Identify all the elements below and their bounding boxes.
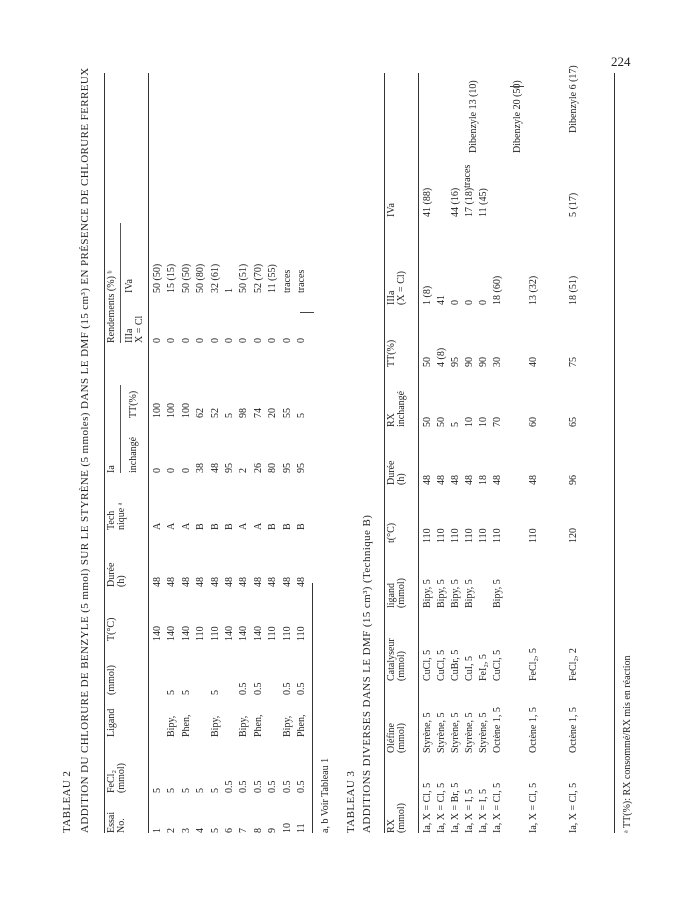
table2-header-rule — [148, 73, 149, 833]
t2-cell-iva: traces — [281, 269, 293, 293]
t3-cell-tt: 50 — [422, 357, 433, 367]
t2-cell-ia-inchange: 48 — [209, 463, 221, 473]
t2-cell-technique: A — [152, 522, 163, 530]
t2-cell-ligand: Bipy, — [209, 715, 221, 737]
t3-cell-rx: Ia, X = Cl, 5 — [528, 782, 539, 833]
t3-cell-tt: 40 — [528, 357, 539, 367]
t2-cell-tt: 100 — [166, 403, 178, 418]
t3-cell-rx: Ia, X = Cl, 5 — [436, 782, 447, 833]
page-number: 224 — [611, 54, 631, 69]
t2-cell-iva: 11 (55) — [267, 264, 279, 293]
t2-cell-tt: 52 — [209, 408, 221, 418]
t3-cell-duree: 18 — [478, 475, 489, 485]
t3-cell-olefine: Styrène, 5 — [436, 712, 447, 753]
table2-label: TABLEAU 2 — [61, 770, 73, 833]
t3-cell-catalyseur: CuCl, 5 — [422, 649, 433, 681]
t2-cell-ligand-mmol: 0.5 — [281, 682, 293, 695]
t2-cell-essai: 4 — [195, 828, 207, 833]
t2-cell-temperature: 110 — [209, 626, 221, 641]
t2-header-no: No. — [116, 818, 127, 833]
t2-cell-ia-inchange: 26 — [252, 463, 264, 473]
t2-cell-fecl2: 0.5 — [296, 780, 307, 793]
t2-cell-essai: 11 — [296, 823, 307, 833]
t3-cell-rx-inchange: 5 — [450, 422, 461, 427]
t3-cell-catalyseur: CuI, 5 — [464, 656, 475, 681]
t2-cell-essai: 8 — [252, 828, 264, 833]
t2-cell-tt: 100 — [180, 403, 192, 418]
t2-cell-ligand-mmol: 5 — [166, 690, 178, 695]
table3-title: ADDITIONS DIVERSES DANS LE DMF (15 cm³) (Technique B) — [361, 514, 373, 833]
t2-cell-tt: 5 — [296, 413, 307, 418]
t2-cell-duree: 48 — [252, 577, 264, 587]
t2-cell-ia-inchange: 95 — [296, 463, 307, 473]
t3-cell-olefine: Styrène, 5 — [422, 712, 433, 753]
t2-cell-iiia: 0 — [224, 338, 235, 343]
t3-cell-duree: 48 — [528, 475, 539, 485]
t2-cell-essai: 1 — [152, 828, 163, 833]
t3-header-duree-unit: (h) — [396, 473, 407, 485]
t3-cell-temperature: 110 — [464, 528, 475, 543]
t2-cell-ligand: Bipy, — [166, 715, 178, 737]
t2-cell-iva: 50 (51) — [238, 263, 250, 293]
t2-cell-duree: 48 — [296, 577, 307, 587]
t2-header-mmol: (mmol) — [106, 665, 117, 695]
t2-cell-temperature: 140 — [166, 626, 178, 641]
t2-cell-ligand-mmol: 0.5 — [296, 682, 307, 695]
t2-cell-tt: 20 — [267, 408, 279, 418]
t2-cell-ligand: Phen, — [180, 714, 192, 737]
t2-cell-duree: 48 — [209, 577, 221, 587]
table2-footnote: a, b Voir Tableau 1 — [320, 757, 331, 833]
t2-header-tech: Tech — [106, 510, 117, 530]
t2-cell-fecl2: 5 — [166, 788, 178, 793]
t2-cell-iva: 1 — [224, 288, 235, 293]
t2-cell-iiia: 0 — [152, 338, 163, 343]
t3-cell-ligand: Bipy, 5 — [436, 579, 447, 608]
t3-cell-iiia: 0 — [464, 300, 475, 305]
t3-cell-duree: 96 — [568, 475, 579, 485]
t2-cell-duree: 48 — [238, 577, 250, 587]
t2-cell-tt: 98 — [238, 408, 250, 418]
t3-cell-rx: Ia, X = Br, 5 — [450, 782, 461, 833]
t2-cell-technique: B — [267, 523, 279, 530]
t3-cell-rx: Ia, X = Cl, 5 — [492, 782, 503, 833]
t3-cell-catalyseur: CuCl, 5 — [436, 649, 447, 681]
t2-cell-ligand-mmol: 5 — [209, 690, 221, 695]
t2-cell-technique: B — [281, 523, 293, 530]
t2-cell-iiia: 0 — [209, 338, 221, 343]
t2-header-ligand: Ligand — [106, 708, 117, 737]
t2-header-temp: T(°C) — [106, 617, 117, 641]
t2-cell-fecl2: 5 — [195, 788, 207, 793]
t3-header-t: t(°C) — [386, 522, 397, 543]
t2-cell-essai: 3 — [180, 828, 192, 833]
t3-header-duree: Durée — [386, 460, 397, 485]
t2-cell-fecl2: 5 — [152, 788, 163, 793]
t3-cell-duree: 48 — [422, 475, 433, 485]
t2-cell-ia-inchange: 2 — [238, 468, 250, 473]
t3-header-catalyseur: Catalyseur — [386, 638, 397, 681]
t2-header-tech2: nique ᵃ — [116, 502, 127, 530]
t2-cell-duree: 48 — [267, 577, 279, 587]
t2-cell-technique: B — [209, 523, 221, 530]
t3-header-olefine: Oléfine — [386, 723, 397, 753]
t3-cell-tt: 75 — [568, 357, 579, 367]
t2-cell-ligand-mmol: 0.5 — [252, 682, 264, 695]
t2-cell-essai: 7 — [238, 828, 250, 833]
t3-cell-catalyseur: CuBr, 5 — [450, 649, 461, 681]
t3-cell-duree: 48 — [464, 475, 475, 485]
t2-cell-duree: 48 — [224, 577, 235, 587]
t3-header-catalyseur-unit: (mmol) — [396, 651, 407, 681]
table2-side-tick — [300, 312, 314, 313]
t3-header-iiia-sub: (X = Cl) — [396, 271, 407, 305]
t2-cell-fecl2: 0.5 — [281, 780, 293, 793]
t2-cell-temperature: 110 — [281, 626, 293, 641]
t3-header-ligand: ligand — [386, 583, 397, 608]
t3-cell-temperature: 110 — [436, 528, 447, 543]
t2-header-iiia-sub: X = Cl — [134, 315, 145, 343]
table2-top-rule — [104, 73, 105, 833]
t2-header-fecl2-unit: (mmol) — [116, 763, 127, 793]
t2-cell-iva: 50 (50) — [152, 263, 163, 293]
t3-cell-temperature: 110 — [478, 528, 489, 543]
t2-cell-duree: 48 — [166, 577, 178, 587]
t3-cell-rx-inchange: 50 — [436, 417, 447, 427]
t2-cell-ia-inchange: 0 — [180, 468, 192, 473]
t3-cell-rx: Ia, X = Cl, 5 — [568, 782, 579, 833]
t3-cell-catalyseur: FeCl₂, 5 — [528, 648, 539, 681]
t3-extra-dibenzyle-1: Dibenzyle 13 (10) — [468, 80, 479, 153]
t2-cell-temperature: 140 — [238, 626, 250, 641]
t3-cell-iva: 5 (17) — [568, 192, 579, 217]
table2-title: ADDITION DU CHLORURE DE BENZYLE (5 mmol) SUR LE STYRÈNE (5 mmoles) DANS LE DMF (15 cm³) EN PRÉSENCE DE CHLORURE FERREUX — [79, 67, 91, 833]
t3-cell-temperature: 110 — [422, 528, 433, 543]
t3-cell-iva: 17 (18) — [464, 187, 475, 217]
t3-cell-duree: 48 — [450, 475, 461, 485]
t2-header-ia: Ia — [106, 465, 117, 473]
t2-cell-essai: 10 — [281, 823, 293, 833]
t3-cell-iiia: 18 (51) — [568, 275, 579, 305]
t2-cell-fecl2: 0.5 — [224, 780, 235, 793]
t3-cell-iiia: 1 (8) — [422, 285, 433, 305]
t2-cell-fecl2: 0.5 — [267, 780, 279, 793]
t3-header-iiia: IIIa — [386, 290, 397, 305]
t2-cell-essai: 2 — [166, 828, 178, 833]
t2-header-rendements: Rendements (%) ᵇ — [106, 270, 117, 343]
t2-cell-iva: 50 (80) — [195, 263, 207, 293]
t2-cell-temperature: 140 — [180, 626, 192, 641]
t3-cell-olefine: Styrène, 5 — [450, 712, 461, 753]
t2-cell-technique: A — [180, 522, 192, 530]
t3-cell-olefine: Styrène, 5 — [464, 712, 475, 753]
table3-bottom-rule — [614, 73, 615, 833]
t3-header-ligand-unit: (mmol) — [396, 578, 407, 608]
t3-cell-catalyseur: FeCl₂, 2 — [568, 648, 579, 681]
t3-header-rx: RX — [386, 819, 397, 833]
t2-cell-temperature: 110 — [267, 626, 279, 641]
t2-cell-technique: B — [195, 523, 207, 530]
t2-cell-fecl2: 5 — [209, 788, 221, 793]
t2-cell-technique: B — [224, 523, 235, 530]
t3-cell-ligand: Bipy, 5 — [422, 579, 433, 608]
t2-header-inchange: inchangé — [128, 436, 139, 473]
t3-cell-iiia: 18 (60) — [492, 275, 503, 305]
t2-cell-ia-inchange: 0 — [152, 468, 163, 473]
table3-label: TABLEAU 3 — [345, 770, 357, 833]
t2-cell-ia-inchange: 38 — [195, 463, 207, 473]
t3-cell-tt: 90 — [478, 357, 489, 367]
table3-top-rule — [384, 73, 385, 833]
t2-cell-tt: 62 — [195, 408, 207, 418]
t3-cell-temperature: 110 — [492, 528, 503, 543]
t2-cell-iiia: 0 — [180, 338, 192, 343]
t3-cell-rx: Ia, X = I, 5 — [478, 789, 489, 833]
table2-bottom-rule — [312, 583, 313, 833]
t3-cell-temperature: 120 — [568, 528, 579, 543]
t2-cell-duree: 48 — [180, 577, 192, 587]
t2-cell-iiia: 0 — [238, 338, 250, 343]
t2-header-iiia: IIIa — [124, 328, 135, 343]
t3-extra-dibenzyle-2: Dibenzyle 20 (50) — [512, 80, 523, 153]
t3-cell-iiia: 0 — [450, 300, 461, 305]
t3-cell-rx-inchange: 70 — [492, 417, 503, 427]
t2-ia-underline — [120, 385, 121, 473]
t3-extra-traces: traces — [462, 164, 473, 188]
t2-cell-tt: 74 — [252, 408, 264, 418]
t2-cell-iva: 50 (50) — [180, 263, 192, 293]
t3-cell-rx-inchange: 10 — [464, 417, 475, 427]
t3-cell-iiia: 0 — [478, 300, 489, 305]
t2-cell-ia-inchange: 80 — [267, 463, 279, 473]
t3-header-iva: IVa — [386, 203, 397, 217]
t2-cell-tt: 100 — [152, 403, 163, 418]
t3-cell-temperature: 110 — [450, 528, 461, 543]
t2-cell-essai: 5 — [209, 828, 221, 833]
t2-cell-temperature: 110 — [296, 626, 307, 641]
t2-cell-duree: 48 — [281, 577, 293, 587]
t2-cell-iiia: 0 — [296, 338, 307, 343]
t2-cell-duree: 48 — [195, 577, 207, 587]
t3-cell-tt: 4 (8) — [436, 347, 447, 367]
t2-cell-duree: 48 — [152, 577, 163, 587]
t3-cell-tt: 30 — [492, 357, 503, 367]
t2-cell-iiia: 0 — [281, 338, 293, 343]
t3-cell-catalyseur: CuCl, 5 — [492, 649, 503, 681]
t3-cell-ligand: Bipy, 5 — [450, 579, 461, 608]
t3-header-olefine-unit: (mmol) — [396, 723, 407, 753]
t2-cell-iva: 15 (15) — [166, 263, 178, 293]
t3-header-rx-inchange-unit: inchangé — [396, 390, 407, 427]
t3-cell-temperature: 110 — [528, 528, 539, 543]
t2-cell-ia-inchange: 0 — [166, 468, 178, 473]
t2-cell-fecl2: 5 — [180, 788, 192, 793]
t3-extra-dibenzyle-3: Dibenzyle 6 (17) — [568, 65, 579, 133]
t2-cell-iiia: 0 — [166, 338, 178, 343]
t2-cell-ligand-mmol: 5 — [180, 690, 192, 695]
t2-header-duree-unit: (h) — [116, 575, 127, 587]
t2-cell-iiia: 0 — [252, 338, 264, 343]
t2-cell-fecl2: 0.5 — [238, 780, 250, 793]
t2-cell-temperature: 140 — [252, 626, 264, 641]
t2-rend-underline — [120, 223, 121, 343]
t2-cell-technique: B — [296, 523, 307, 530]
t2-cell-ligand-mmol: 0.5 — [238, 682, 250, 695]
t3-cell-iiia: 41 — [436, 295, 447, 305]
t3-cell-rx-inchange: 65 — [568, 417, 579, 427]
t2-cell-iva: 32 (61) — [209, 263, 221, 293]
t2-cell-technique: A — [252, 522, 264, 530]
t2-cell-tt: 5 — [224, 413, 235, 418]
t2-cell-tt: 55 — [281, 408, 293, 418]
table3-side-tick — [510, 86, 524, 87]
t2-header-tt: TT(%) — [128, 390, 139, 418]
t2-cell-ligand: Bipy, — [238, 715, 250, 737]
t2-cell-ligand: Bipy, — [281, 715, 293, 737]
t3-cell-olefine: Octène 1, 5 — [492, 707, 503, 753]
t3-cell-olefine: Octène 1, 5 — [528, 707, 539, 753]
t2-cell-ia-inchange: 95 — [281, 463, 293, 473]
table3-footnote: ᵃ TT(%): RX consommé/RX mis en réaction — [622, 655, 633, 833]
t2-cell-ligand: Phen, — [296, 714, 307, 737]
t3-cell-rx: Ia, X = I, 5 — [464, 789, 475, 833]
t3-cell-olefine: Octène 1, 5 — [568, 707, 579, 753]
t3-cell-iva: 11 (45) — [478, 188, 489, 217]
t3-cell-iiia: 13 (32) — [528, 275, 539, 305]
t2-cell-fecl2: 0.5 — [252, 780, 264, 793]
t3-cell-tt: 90 — [464, 357, 475, 367]
t2-cell-temperature: 140 — [152, 626, 163, 641]
t3-cell-rx-inchange: 60 — [528, 417, 539, 427]
t3-cell-rx-inchange: 10 — [478, 417, 489, 427]
t2-header-essai: Essai — [106, 811, 117, 833]
t3-cell-iva: 41 (88) — [422, 187, 433, 217]
t3-cell-duree: 48 — [436, 475, 447, 485]
t2-cell-iva: 52 (70) — [252, 263, 264, 293]
t2-cell-essai: 9 — [267, 828, 279, 833]
t2-cell-technique: A — [238, 522, 250, 530]
t3-cell-tt: 95 — [450, 357, 461, 367]
t2-cell-iva: traces — [296, 269, 307, 293]
t3-cell-ligand: Bipy, 5 — [464, 579, 475, 608]
t3-cell-rx: Ia, X = Cl, 5 — [422, 782, 433, 833]
t3-cell-catalyseur: FeI₂, 5 — [478, 654, 489, 681]
t2-cell-ligand: Phen, — [252, 714, 264, 737]
t2-header-fecl2: FeCl₂ — [106, 770, 117, 793]
t2-cell-technique: A — [166, 522, 178, 530]
t2-cell-temperature: 140 — [224, 626, 235, 641]
t2-header-iva: IVa — [124, 279, 135, 293]
t3-header-tt: TT(%) — [386, 339, 397, 367]
t3-cell-iva: 44 (16) — [450, 187, 461, 217]
t3-cell-olefine: Styrène, 5 — [478, 712, 489, 753]
t2-header-duree: Durée — [106, 562, 117, 587]
table3-header-rule — [418, 73, 419, 833]
t3-header-rx-inchange: RX — [386, 413, 397, 427]
t2-cell-ia-inchange: 95 — [224, 463, 235, 473]
t2-cell-iiia: 0 — [195, 338, 207, 343]
t3-header-rx-unit: (mmol) — [396, 803, 407, 833]
t3-cell-rx-inchange: 50 — [422, 417, 433, 427]
t3-cell-ligand: Bipy, 5 — [492, 579, 503, 608]
t2-cell-temperature: 110 — [195, 626, 207, 641]
t2-cell-essai: 6 — [224, 828, 235, 833]
t2-cell-iiia: 0 — [267, 338, 279, 343]
t3-cell-duree: 48 — [492, 475, 503, 485]
